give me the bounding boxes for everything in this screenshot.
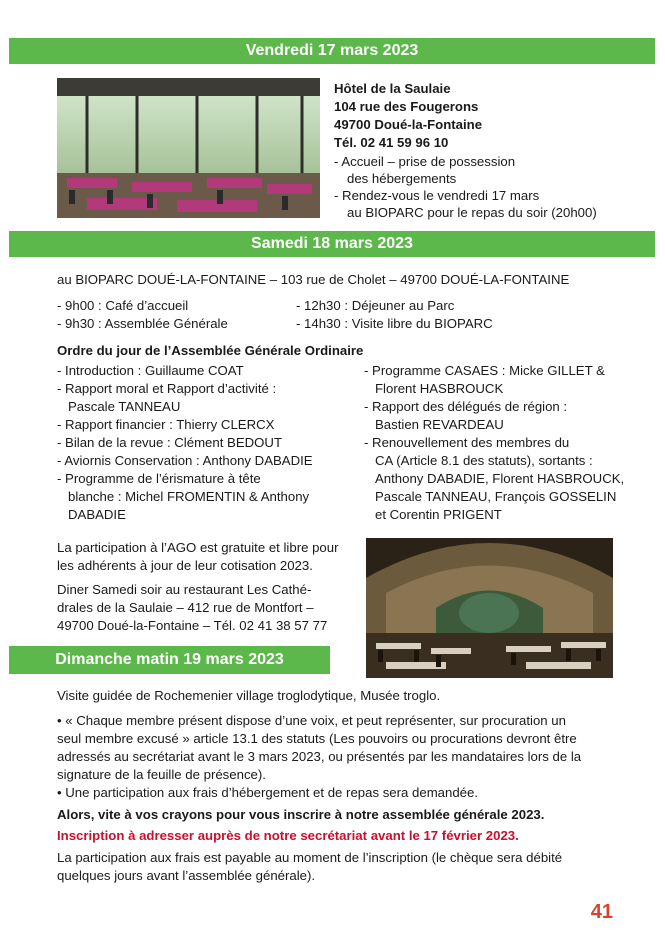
sunday-visit: Visite guidée de Rochemenier village troglodytique, Musée troglo. (57, 688, 441, 703)
cta-text: Alors, vite à vos crayons pour vous inscrire à notre assemblée générale 2023. (57, 807, 545, 822)
participation-text: La participation à l’AGO est gratuite et libre pour (57, 540, 339, 555)
schedule-lunch: - 12h30 : Déjeuner au Parc (296, 298, 455, 313)
sunday-bullet-1: signature de la feuille de présence). (57, 767, 266, 782)
agenda-title: Ordre du jour de l’Assemblée Générale Ordinaire (57, 343, 364, 358)
payment-text: La participation aux frais est payable au moment de l’inscription (le chèque sera débité (57, 850, 563, 865)
cave-restaurant-photo (366, 538, 613, 678)
agenda-right-item: et Corentin PRIGENT (375, 507, 502, 522)
dinner-text: Diner Samedi soir au restaurant Les Cathé- (57, 582, 312, 597)
saturday-banner: Samedi 18 mars 2023 (9, 231, 655, 257)
hotel-phone: Tél. 02 41 59 96 10 (334, 135, 449, 150)
friday-bullet-1: - Accueil – prise de possession (334, 154, 516, 169)
schedule-cafe: - 9h00 : Café d’accueil (57, 298, 189, 313)
hotel-city: 49700 Doué-la-Fontaine (334, 117, 483, 132)
agenda-right-item: - Programme CASAES : Micke GILLET & (364, 363, 605, 378)
agenda-left-item: Pascale TANNEAU (68, 399, 181, 414)
friday-bullet-2-cont: au BIOPARC pour le repas du soir (20h00) (347, 205, 597, 220)
payment-text: quelques jours avant l’assemblée générale). (57, 868, 316, 883)
sunday-bullet-1: seul membre excusé » article 13.1 des statuts (Les pouvoirs ou procurations devront être (57, 731, 577, 746)
agenda-right-item: Florent HASBROUCK (375, 381, 504, 396)
sunday-bullet-1: adressés au secrétariat avant le 3 mars 2023, ou présentés par les mandataires lors de la (57, 749, 582, 764)
hotel-name: Hôtel de la Saulaie (334, 81, 451, 96)
participation-text: les adhérents à jour de leur cotisation 2023. (57, 558, 313, 573)
agenda-left-item: - Programme de l’érismature à tête (57, 471, 261, 486)
agenda-right-item: CA (Article 8.1 des statuts), sortants : (375, 453, 593, 468)
agenda-left-item: - Introduction : Guillaume COAT (57, 363, 244, 378)
schedule-assembly: - 9h30 : Assemblée Générale (57, 316, 228, 331)
agenda-right-item: Bastien REVARDEAU (375, 417, 504, 432)
sunday-bullet-1: • « Chaque membre présent dispose d’une voix, et peut représenter, sur procuration un (57, 713, 566, 728)
hotel-street: 104 rue des Fougerons (334, 99, 479, 114)
sunday-banner: Dimanche matin 19 mars 2023 (9, 646, 330, 674)
sunday-bullet-2: • Une participation aux frais d’hébergement et de repas sera demandée. (57, 785, 479, 800)
agenda-right-item: - Rapport des délégués de région : (364, 399, 568, 414)
agenda-left-item: - Bilan de la revue : Clément BEDOUT (57, 435, 283, 450)
inscription-deadline: Inscription à adresser auprès de notre secrétariat avant le 17 février 2023. (57, 828, 519, 843)
dinner-text: 49700 Doué-la-Fontaine – Tél. 02 41 38 57 77 (57, 618, 328, 633)
friday-bullet-1-cont: des hébergements (347, 171, 457, 186)
agenda-left-item: - Aviornis Conservation : Anthony DABADIE (57, 453, 313, 468)
page-number: 41 (590, 901, 613, 923)
agenda-left-item: - Rapport financier : Thierry CLERCX (57, 417, 275, 432)
dinner-text: drales de la Saulaie – 412 rue de Montfort – (57, 600, 314, 615)
agenda-left-item: DABADIE (68, 507, 126, 522)
agenda-right-item: Pascale TANNEAU, François GOSSELIN (375, 489, 617, 504)
agenda-left-item: blanche : Michel FROMENTIN & Anthony (68, 489, 310, 504)
agenda-right-item: Anthony DABADIE, Florent HASBROUCK, (375, 471, 625, 486)
hotel-dining-room-photo (57, 78, 320, 218)
friday-bullet-2: - Rendez-vous le vendredi 17 mars (334, 188, 540, 203)
agenda-left-item: - Rapport moral et Rapport d’activité : (57, 381, 277, 396)
agenda-right-item: - Renouvellement des membres du (364, 435, 570, 450)
friday-banner: Vendredi 17 mars 2023 (9, 38, 655, 64)
schedule-visit: - 14h30 : Visite libre du BIOPARC (296, 316, 493, 331)
saturday-address: au BIOPARC DOUÉ-LA-FONTAINE – 103 rue de Cholet – 49700 DOUÉ-LA-FONTAINE (57, 272, 570, 287)
